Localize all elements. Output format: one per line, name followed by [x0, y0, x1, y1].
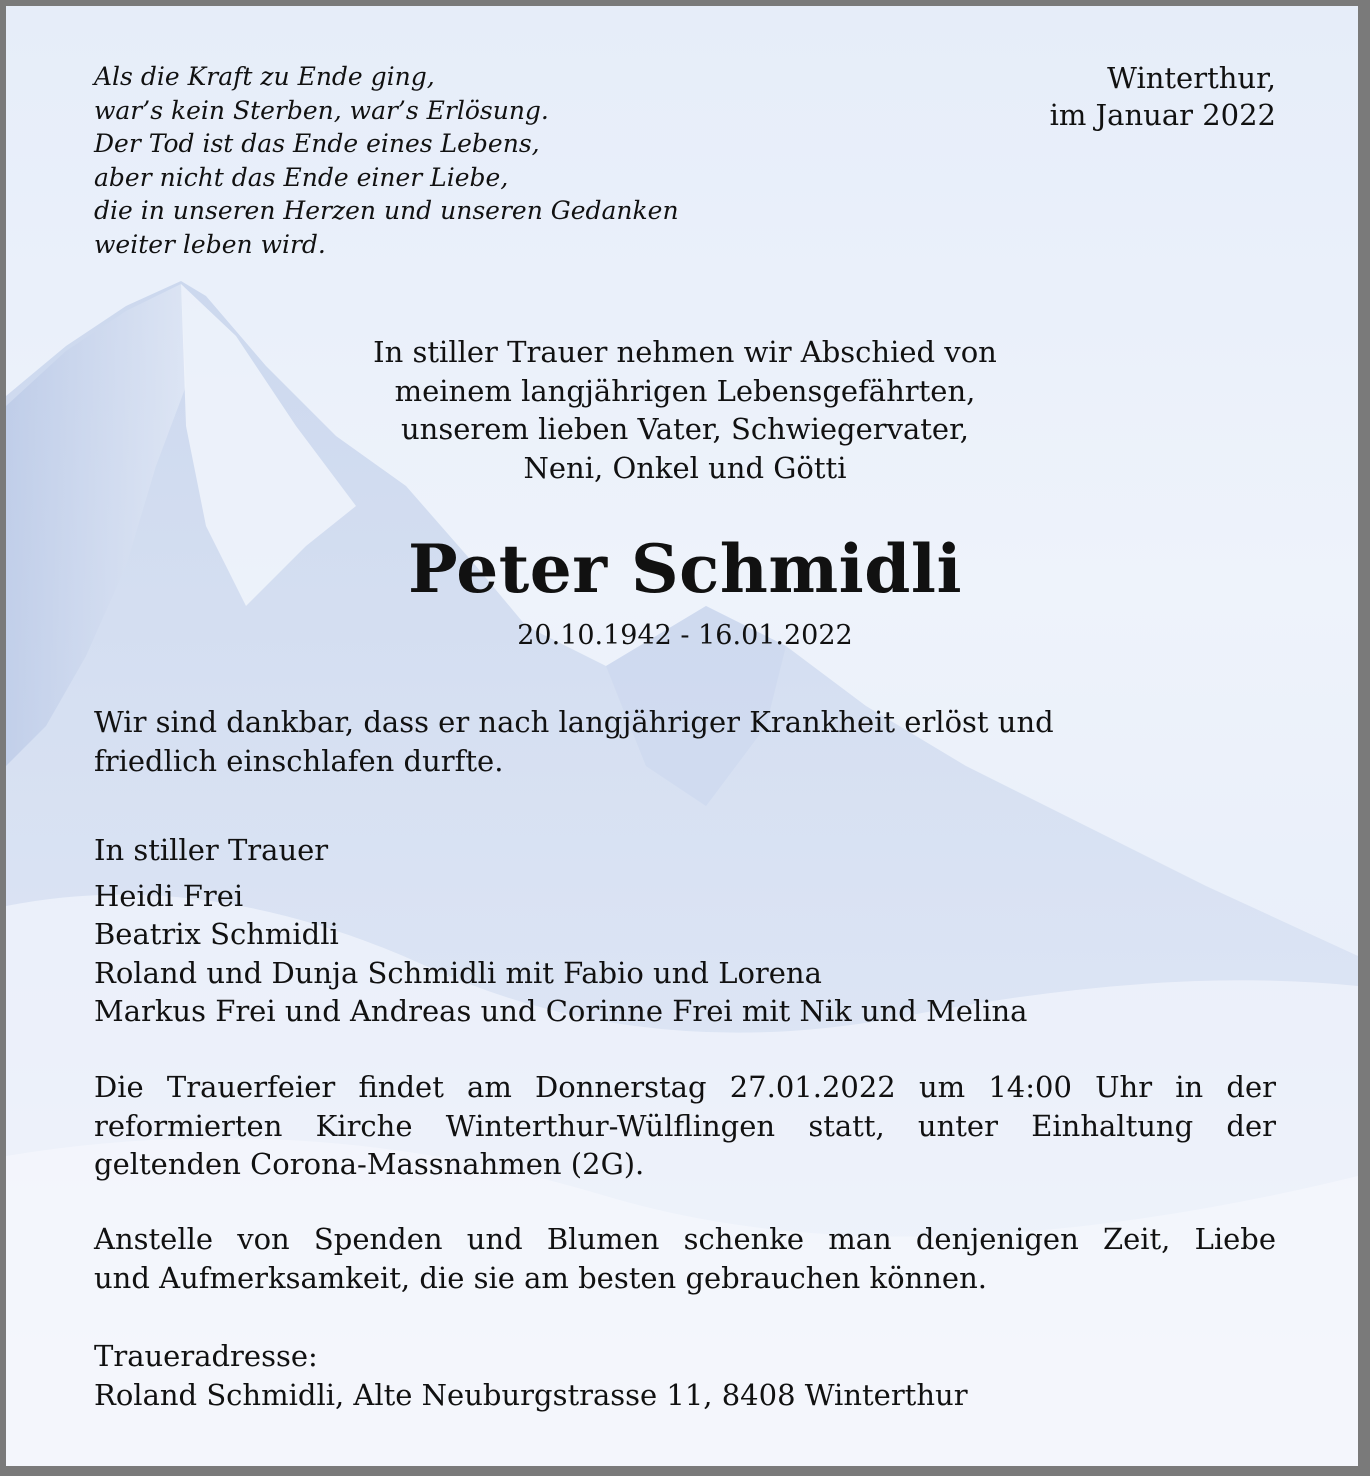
obituary-card [6, 6, 1358, 1466]
address-line: Roland Schmidli, Alte Neuburgstrasse 11, 8408 Winterthur [94, 1377, 968, 1412]
donations-paragraph [94, 1220, 1276, 1297]
poem-line: aber nicht das Ende einer Liebe, [94, 162, 509, 192]
intro-line: meinem langjährigen Lebensgefährten, [394, 373, 976, 408]
thanks-line: Wir sind dankbar, dass er nach langjähriger Krankheit erlöst und [94, 705, 1054, 739]
farewell-intro [6, 333, 1358, 487]
thanks-line: friedlich einschlafen durfte. [94, 743, 504, 778]
intro-line: unserem lieben Vater, Schwiegervater, [401, 412, 969, 446]
poem-line: war’s kein Sterben, war’s Erlösung. [94, 95, 549, 125]
address-label: Traueradresse: [94, 1339, 318, 1373]
thanks-paragraph [94, 703, 1276, 780]
mourner-name: Roland und Dunja Schmidli mit Fabio und Lorena [94, 955, 822, 990]
obituary-content [6, 6, 1358, 1466]
place-line: Winterthur, [1107, 61, 1276, 95]
ceremony-paragraph [94, 1068, 1276, 1184]
mourners-section [94, 831, 1276, 1031]
poem-line: die in unseren Herzen und unseren Gedanken [94, 196, 679, 226]
poem-line: Als die Kraft zu Ende ging, [94, 62, 435, 91]
deceased-name: Peter Schmidli [407, 530, 963, 608]
mourner-name: Heidi Frei [94, 878, 244, 913]
mourner-name: Markus Frei und Andreas und Corinne Frei mit Nik und Melina [94, 994, 1028, 1028]
mourners-heading: In stiller Trauer [94, 833, 329, 867]
intro-line: In stiller Trauer nehmen wir Abschied von [373, 335, 997, 369]
date-line: im Januar 2022 [1049, 98, 1276, 132]
mourner-name: Beatrix Schmidli [94, 917, 339, 951]
intro-line: Neni, Onkel und Götti [523, 450, 847, 485]
donations-line: Anstelle von Spenden und Blumen schenke man denjenigen Zeit, Liebe [94, 1222, 1276, 1256]
life-dates: 20.10.1942 - 16.01.2022 [517, 620, 853, 651]
mourning-address [94, 1337, 1276, 1414]
poem-line: Der Tod ist das Ende eines Lebens, [94, 129, 540, 159]
memorial-poem [94, 60, 774, 262]
place-and-date [1050, 60, 1276, 134]
mourners-list [94, 877, 1276, 1031]
ceremony-line: geltenden Corona-Massnahmen (2G). [94, 1147, 645, 1181]
donations-line: und Aufmerksamkeit, die sie am besten gebrauchen können. [94, 1260, 987, 1295]
ceremony-line: Die Trauerfeier findet am Donnerstag 27.01.2022 um 14:00 Uhr in der [94, 1070, 1276, 1104]
ceremony-line: reformierten Kirche Winterthur-Wülflingen statt, unter Einhaltung der [94, 1108, 1276, 1143]
poem-line: weiter leben wird. [94, 229, 326, 259]
